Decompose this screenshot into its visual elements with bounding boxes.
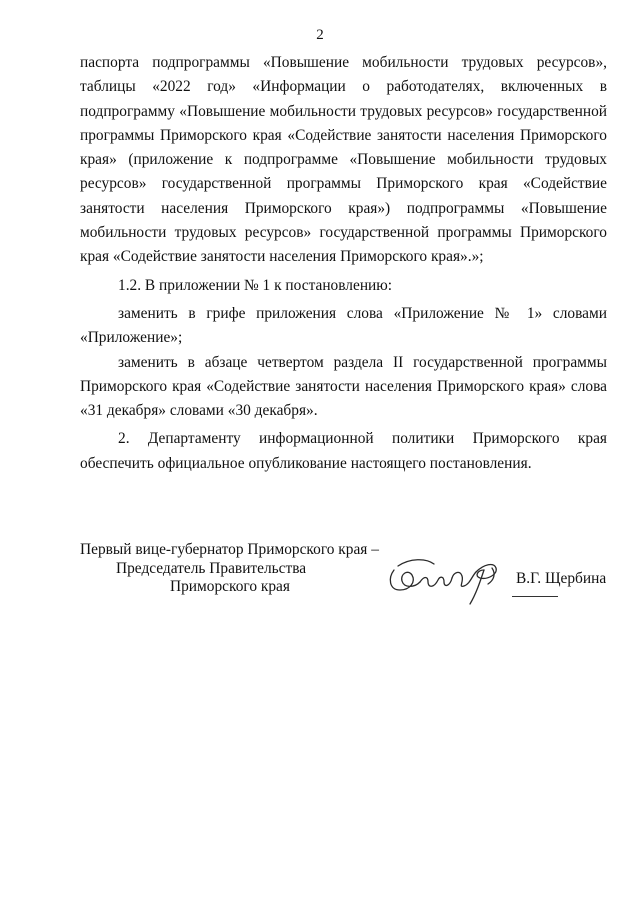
signer-name: В.Г. Щербина	[516, 570, 607, 587]
signatory-position	[80, 541, 400, 597]
paragraph-item-1-2: 1.2. В приложении № 1 к постановлению:	[118, 276, 393, 294]
handwritten-signature	[380, 548, 510, 610]
page-number: 2	[316, 27, 324, 43]
signer-name-underline	[512, 596, 558, 597]
position-line-1: Первый вице-губернатор Приморского края –	[80, 541, 379, 558]
paragraph-replace-date: заменить в абзаце четвертом раздела II государственной программы Приморского края «Содействие занятости населения Приморского края» слова «31 декабря» словами «30 декабря».	[80, 353, 607, 420]
paragraph-item-2: 2. Департаменту информационной политики Приморского края обеспечить официальное опубликование настоящего постановления.	[80, 430, 607, 472]
document-body	[80, 51, 607, 476]
position-line-2: Председатель Правительства	[116, 559, 307, 577]
paragraph-continuation: паспорта подпрограммы «Повышение мобильности трудовых ресурсов», таблицы «2022 год» «Информации о работодателях, включенных в подпрограмму «Повышение мобильности трудовых ресурсов» государственной программы Приморского края «Содействие занятости населения Приморского края» (приложение к подпрограмме «Повышение мобильности трудовых ресурсов» государственной программы Приморского края «Содействие занятости населения Приморского края») подпрограммы «Повышение мобильности трудовых ресурсов» государственной программы Приморского края «Содействие занятости населения Приморского края».»;	[80, 54, 607, 266]
position-line-3: Приморского края	[170, 578, 290, 595]
paragraph-replace-heading: заменить в грифе приложения слова «Приложение № 1» словами «Приложение»;	[80, 304, 607, 347]
